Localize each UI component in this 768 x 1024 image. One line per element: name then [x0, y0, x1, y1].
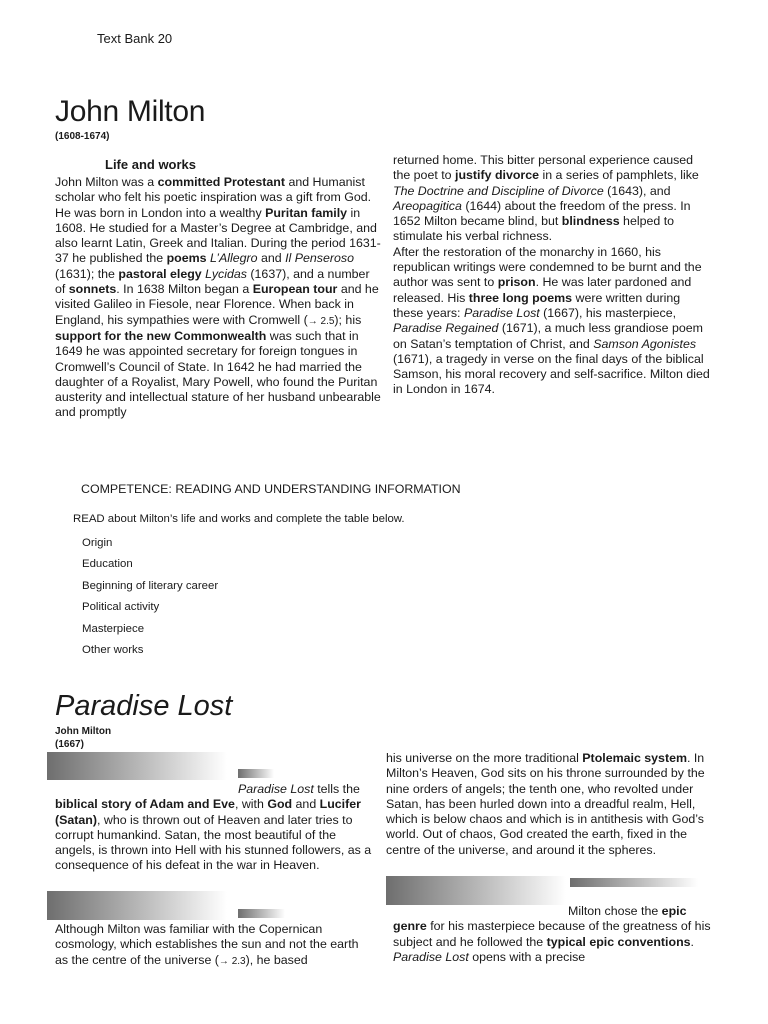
text-run: → 2.5 — [307, 315, 335, 327]
text-run: Lucifer (Satan) — [55, 797, 361, 827]
table-row: Political activity — [82, 601, 160, 614]
text-run: Paradise Lost — [238, 782, 314, 796]
body-column-1: John Milton was a committed Protestant and Humanist scholar who felt his poetic inspiration was a gift from God. He was born in London into a wealthy Puritan family in 1608. He studied for a Master’s Degree at Cambridge, and also learnt Latin, Greek and Italian. During the period 1631- 37 he published the poems L’Allegro and Il Penseroso (1631); the pastoral elegy Lycidas (1637), and a number of sonnets. In 1638 Milton began a European tour and he visited Galileo in Fiesole, near Florence. When back in England, his sympathies were with Cromwell (→ 2.5); his support for the new Commonwealth was such that in 1649 he was appointed secretary for foreign tongues in Cromwell’s Council of State. In 1642 he had married the daughter of a Royalist, Mary Powell, who found the Puritan austerity and intellectual stature of her husband unbearable and promptly — [55, 175, 381, 420]
body-column-3-text: Paradise Lost tells the biblical story of Adam and Eve, with God and Lucifer (Satan), who is thrown out of Heaven and later tries to corrupt humankind. Satan, the most beautiful of the angels, is thrown into Hell with his stunned followers, as a consequence of his defeat in the war in Heaven. — [55, 782, 372, 873]
body-column-6-text: Milton chose the epic genre for his masterpiece because of the greatness of his subject and he followed the typical epic conventions. Paradise Lost opens with a precise — [393, 904, 711, 964]
text-run: Puritan family — [265, 205, 348, 220]
text-run: Lycidas — [205, 266, 247, 281]
text-run: sonnets — [68, 282, 117, 297]
section-title-paradise-lost: Paradise Lost — [55, 690, 233, 722]
text-run: typical epic conventions — [546, 934, 691, 949]
text-run: biblical story of Adam and Eve — [55, 797, 235, 812]
text-run: Samson Agonistes — [593, 336, 697, 351]
text-run: European tour — [252, 282, 338, 297]
table-row: Education — [82, 558, 133, 571]
body-column-5: his universe on the more traditional Ptolemaic system. In Milton’s Heaven, God sits on his throne surrounded by the nine orders of angels; the tenth one, who revolted under Satan, has been hurled down into a dreadful realm, Hell, which is below chaos and which is in antithesis with God’s world. Out of chaos, God created the earth, fixed in the centre of the universe, and around it the spheres. — [386, 751, 705, 857]
work-year: (1667) — [55, 739, 84, 750]
text-run: blindness — [561, 214, 620, 229]
page-header: Text Bank 20 — [97, 31, 173, 46]
body-column-2: returned home. This bitter personal experience caused the poet to justify divorce in a series of pamphlets, like The Doctrine and Discipline of Divorce (1643), and Areopagitica (1644) about the freedom of the press. In 1652 Milton became blind, but blindness helped to stimulate his verbal richness. After the restoration of the monarchy in 1660, his republican writings were condemned to be burnt and the author was sent to prison. He was later pardoned and released. His three long poems were written during these years: Paradise Lost (1667), his masterpiece, Paradise Regained (1671), a much less grandiose poem on Satan’s temptation of Christ, and Samson Agonistes (1671), a tragedy in verse on the final days of the biblical Samson, his moral recovery and self-sacrifice. Milton died in London in 1674. — [393, 153, 710, 397]
text-run: committed Protestant — [157, 175, 285, 189]
body-column-3 — [55, 782, 375, 874]
table-row: Beginning of literary career — [82, 579, 219, 592]
section-title-john-milton: John Milton — [55, 95, 206, 128]
text-run: God — [267, 797, 293, 812]
text-run: Il Penseroso — [285, 251, 354, 266]
work-author: John Milton — [55, 726, 112, 737]
text-run: prison — [497, 275, 536, 290]
text-run: L’Allegro — [210, 251, 258, 266]
decorative-gradient-bar — [570, 878, 698, 887]
life-dates: (1608-1674) — [55, 131, 110, 142]
table-row: Origin — [82, 537, 113, 549]
subheading-life-and-works: Life and works — [105, 157, 197, 172]
text-run: Paradise Lost — [463, 305, 540, 320]
work-author-year — [55, 725, 111, 751]
decorative-gradient-bar — [238, 769, 274, 778]
decorative-gradient-bar — [386, 876, 566, 905]
text-run: → 2.3 — [218, 955, 246, 967]
text-run: support for the new Commonwealth — [55, 328, 267, 343]
body-column-6 — [393, 904, 715, 965]
decorative-gradient-bar — [47, 752, 227, 780]
competence-heading: COMPETENCE: READING AND UNDERSTANDING INFORMATION — [81, 482, 461, 496]
table-row: Masterpiece — [82, 622, 145, 635]
text-run: Paradise Regained — [393, 321, 499, 336]
info-table — [82, 537, 218, 665]
body-column-4: Although Milton was familiar with the Copernican cosmology, which establishes the sun and not the earth as the centre of the universe (→ 2.3), he based — [55, 922, 359, 967]
text-run: The Doctrine and Discipline of Divorce — [393, 183, 604, 198]
text-run: three long poems — [468, 290, 573, 305]
table-row: Other works — [82, 643, 144, 656]
text-run: justify divorce — [455, 168, 540, 183]
text-run: Areopagitica — [393, 198, 462, 213]
decorative-gradient-bar — [238, 909, 285, 918]
text-run: poems — [166, 251, 207, 266]
text-run: genre — [393, 919, 427, 934]
decorative-gradient-bar — [47, 891, 227, 920]
text-run: epic — [661, 904, 687, 918]
text-run: Paradise Lost — [393, 949, 469, 964]
text-run: Ptolemaic system — [582, 751, 687, 765]
text-run: pastoral elegy — [118, 266, 202, 281]
reading-instruction: READ about Milton’s life and works and complete the table below. — [73, 513, 405, 525]
